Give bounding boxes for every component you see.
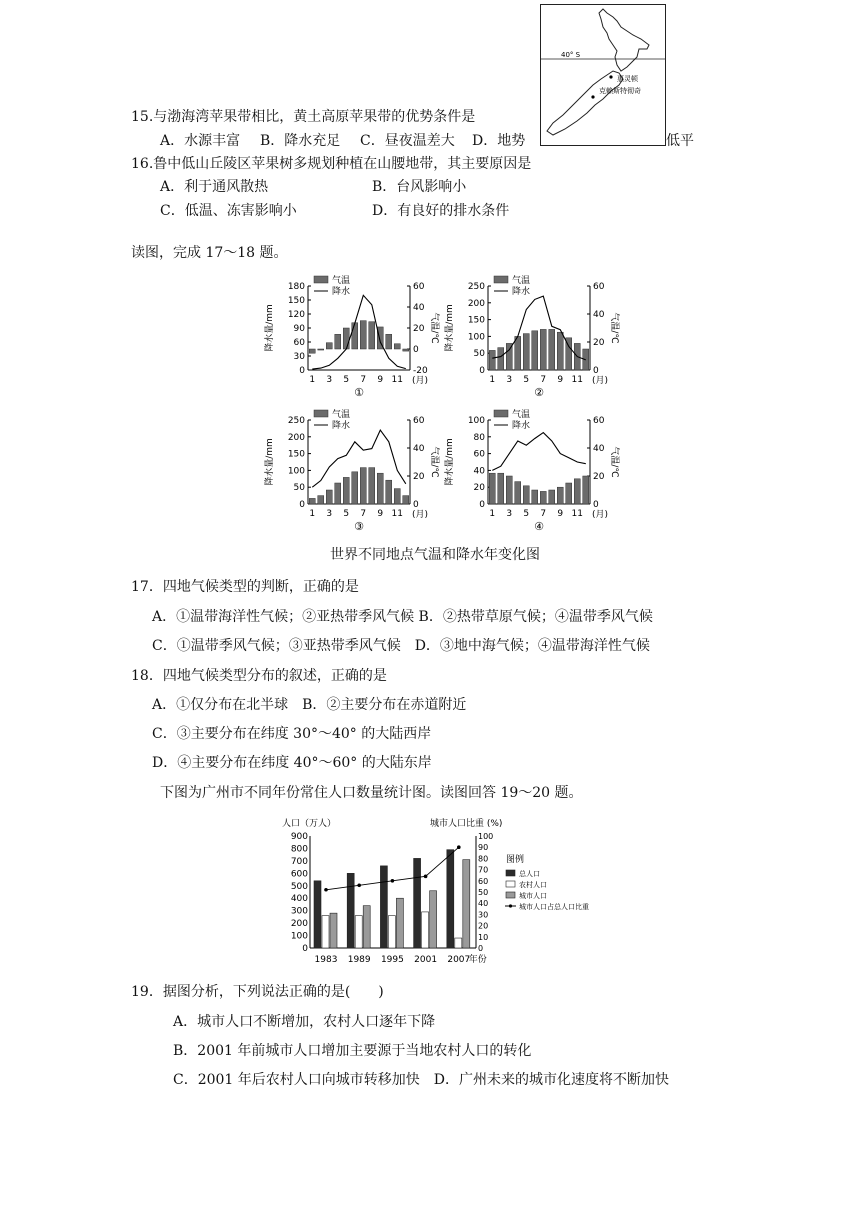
pop-left-tick-label: 500 [290,881,308,892]
left-axis-title: 降水量/mm [445,438,455,486]
q15-stem: 15.与渤海湾苹果带相比，黄土高原苹果带的优势条件是 [131,109,476,125]
x-tick-label: 11 [391,509,403,519]
temperature-bar [403,496,409,504]
x-tick-label: 5 [523,375,530,385]
temperature-bar [574,479,580,504]
pop-bar-total [347,873,354,948]
precipitation-line [312,295,406,369]
x-tick-label: 3 [326,509,333,519]
pop-ratio-point [457,845,461,849]
temperature-bar [532,490,538,504]
pop-ratio-line [326,847,459,890]
temperature-bar [498,348,504,370]
q16-option-b: B．台风影响小 [372,179,467,195]
intro-19-20: 下图为广州市不同年份常住人口数量统计图。读图回答 19～20 题。 [160,785,583,801]
right-tick-label: 40 [593,444,605,454]
right-tick-label: 60 [413,282,425,292]
right-tick-label: 20 [593,472,605,482]
pop-right-tick-label: 0 [478,944,484,953]
new-zealand-map [540,4,666,146]
pop-bar-rural [322,916,329,948]
q18-row1: A．①仅分布在北半球 B．②主要分布在赤道附近 [152,697,467,713]
x-tick-label: 1 [489,509,496,519]
pop-ratio-point [424,875,428,879]
legend-precip-label: 降水 [512,287,531,297]
pop-right-tick-label: 70 [478,865,489,875]
temperature-bar [309,498,315,504]
right-tick-label: 40 [413,303,425,313]
q18-row3: D．④主要分布在纬度 40°～60° 的大陆东岸 [152,755,432,771]
left-tick-label: 150 [467,315,485,326]
pop-legend-swatch [506,870,515,876]
temperature-bar [369,468,375,504]
temperature-bar [335,483,341,504]
pop-legend-label: 城市人口占总人口比重 [519,903,589,911]
temperature-bar [506,476,512,504]
temperature-bar [566,483,572,504]
temperature-bar [377,473,383,504]
q15-option-c: C．昼夜温差大 [360,133,455,149]
x-tick-label: 7 [540,509,547,519]
temperature-bar [318,349,324,350]
temperature-bar [489,350,495,370]
christchurch-dot [591,95,594,98]
temperature-bar [360,321,366,349]
pop-bar-rural [455,938,462,948]
pop-right-tick-label: 60 [478,876,489,886]
x-tick-label: 1 [489,375,496,385]
legend-temperature-swatch [314,276,328,283]
q16-option-a: A．利于通风散热 [160,179,269,195]
right-axis-title: 气温/℃ [429,446,439,478]
climate-chart-1 [263,274,441,399]
x-tick-label: 9 [557,509,564,519]
chart-label: ② [534,386,544,399]
right-axis-title: 气温/℃ [609,312,619,344]
x-tick-label: 1 [309,509,316,519]
temperature-bar [583,476,589,504]
x-tick-label: 11 [571,509,583,519]
pop-legend-swatch [506,892,515,898]
left-tick-label: 180 [287,282,305,292]
x-unit: (月) [592,510,609,520]
legend-temperature-swatch [314,410,328,417]
temperature-bar [540,491,546,504]
pop-left-tick-label: 200 [290,919,308,930]
temperature-bar [557,332,563,370]
chart-label: ④ [534,520,544,533]
left-axis-title: 降水量/mm [265,438,275,486]
left-tick-label: 50 [473,349,485,360]
right-tick-label: 0 [593,500,599,510]
pop-bar-urban [396,898,403,948]
left-tick-label: 100 [467,332,485,343]
chart-label: ① [354,386,364,399]
precipitation-line [492,433,586,471]
temperature-bar [403,349,409,351]
x-unit: (月) [592,376,609,386]
pop-legend-swatch [506,881,515,887]
climate-charts [260,272,620,540]
temperature-bar [352,472,358,504]
left-tick-label: 40 [473,466,485,477]
pop-right-tick-label: 10 [478,932,489,942]
temperature-bar [394,344,400,349]
left-tick-label: 200 [287,432,305,443]
pop-bar-rural [388,916,395,948]
pop-bar-total [447,850,454,948]
pop-bar-rural [355,916,362,948]
q15-option-b: B．降水充足 [260,133,341,149]
pop-left-tick-label: 0 [302,944,308,954]
pop-right-axis-title: 城市人口比重 (%) [430,819,503,829]
x-tick-label: 11 [391,375,403,385]
q17-row1: A．①温带海洋性气候；②亚热带季风气候 B．②热带草原气候；④温带季风气候 [152,609,653,625]
left-tick-label: 150 [287,449,305,460]
right-tick-label: 40 [593,310,605,320]
pop-right-tick-label: 100 [478,832,494,841]
left-tick-label: 0 [299,366,305,376]
legend-temperature-label: 气温 [512,276,531,286]
pop-right-tick-label: 20 [478,921,489,931]
temperature-bar [549,490,555,504]
right-tick-label: 0 [413,345,419,355]
pop-right-tick-label: 30 [478,910,489,920]
left-tick-label: 200 [467,298,485,309]
temperature-bar [489,473,495,504]
temperature-bar [386,480,392,504]
climate-chart-2 [443,274,620,399]
legend-temperature-label: 气温 [512,410,531,420]
right-tick-label: 20 [413,324,425,334]
pop-x-unit: 年份 [468,955,487,965]
x-unit: (月) [412,510,429,520]
q17-stem: 17．四地气候类型的判断，正确的是 [131,579,359,595]
x-tick-label: 1 [309,375,316,385]
q18-row2: C．③主要分布在纬度 30°～40° 的大陆西岸 [152,726,432,742]
left-tick-label: 60 [473,449,485,460]
christchurch-label: 克赖斯特彻奇 [599,87,641,95]
left-tick-label: 250 [467,282,485,292]
q16-option-c: C．低温、冻害影响小 [160,203,297,219]
x-tick-label: 5 [523,509,530,519]
pop-bar-total [414,858,421,948]
wellington-dot [609,75,612,78]
x-tick-label: 7 [360,509,367,519]
right-tick-label: 20 [413,472,425,482]
left-tick-label: 20 [473,483,485,494]
right-tick-label: 60 [593,416,605,426]
x-tick-label: 3 [326,375,333,385]
temperature-bar [369,322,375,349]
pop-x-tick-label: 1995 [380,955,404,965]
x-tick-label: 11 [571,375,583,385]
right-tick-label: 60 [593,282,605,292]
legend-precip-label: 降水 [332,421,351,431]
climate-chart-4 [443,408,620,533]
temperature-bar [326,490,332,504]
q18-stem: 18．四地气候类型分布的叙述，正确的是 [131,668,387,684]
legend-temperature-label: 气温 [332,276,351,286]
left-tick-label: 150 [287,296,305,306]
left-tick-label: 50 [293,483,305,494]
pop-right-tick-label: 50 [478,888,489,897]
x-tick-label: 9 [377,509,384,519]
temperature-bar [515,482,521,504]
pop-ratio-point [391,879,395,883]
legend-temperature-label: 气温 [332,410,351,420]
q19-option-b: B．2001 年前城市人口增加主要源于当地农村人口的转化 [173,1043,532,1059]
temperature-bar [540,329,546,370]
x-tick-label: 5 [343,375,350,385]
pop-left-axis-title: 人口（万人） [282,819,337,829]
x-tick-label: 3 [506,509,513,519]
pop-x-tick-label: 1989 [347,955,371,965]
legend-temperature-swatch [494,410,508,417]
pop-legend-label: 城市人口 [519,892,547,900]
left-tick-label: 30 [293,352,305,362]
temperature-bar [326,343,332,349]
pop-bar-total [314,881,321,948]
right-axis-title: 气温/℃ [609,446,619,478]
q15-option-a: A．水源丰富 [160,133,241,149]
temperature-bar [557,487,563,504]
left-tick-label: 100 [467,416,485,426]
left-axis-title: 降水量/mm [445,304,455,352]
left-tick-label: 100 [287,466,305,477]
pop-right-tick-label: 90 [478,843,489,853]
temperature-bar [523,486,529,504]
temperature-bar [343,477,349,504]
pop-left-tick-label: 400 [290,894,308,905]
population-chart [280,812,620,972]
pop-left-tick-label: 700 [290,856,308,867]
right-tick-label: 0 [593,366,599,376]
temperature-bar [523,334,529,370]
temperature-bar [394,489,400,504]
left-tick-label: 250 [287,416,305,426]
pop-x-tick-label: 2001 [414,955,438,965]
legend-precip-label: 降水 [332,287,351,297]
left-tick-label: 90 [293,324,305,334]
pop-left-tick-label: 300 [290,906,308,917]
left-tick-label: 0 [479,500,485,510]
temperature-bar [515,336,521,370]
x-tick-label: 7 [540,375,547,385]
north-island-shape [599,9,649,71]
temperature-bar [386,334,392,349]
temperature-bar [549,329,555,370]
left-tick-label: 120 [287,310,305,320]
pop-x-tick-label: 1983 [314,955,338,965]
pop-legend-title: 图例 [506,855,525,865]
pop-x-tick-label: 2007 [447,955,471,965]
right-tick-label: 40 [413,444,425,454]
q19-stem: 19．据图分析，下列说法正确的是( ) [131,984,384,1000]
x-tick-label: 9 [557,375,564,385]
south-island-shape [547,71,623,135]
pop-left-tick-label: 900 [290,832,308,842]
left-tick-label: 0 [479,366,485,376]
q15-option-d: D．地势 [472,133,526,149]
right-tick-label: -20 [413,366,428,376]
right-tick-label: 20 [593,338,605,348]
intro-17-18: 读图，完成 17～18 题。 [131,245,288,261]
x-tick-label: 5 [343,509,350,519]
climate-chart-3 [263,408,441,533]
pop-left-tick-label: 800 [290,844,308,855]
precipitation-line [312,430,406,487]
right-tick-label: 60 [413,416,425,426]
right-tick-label: 0 [413,500,419,510]
pop-bar-urban [363,906,370,948]
climate-caption: 世界不同地点气温和降水年变化图 [330,547,540,563]
pop-bar-urban [430,891,437,948]
pop-left-tick-label: 600 [290,869,308,880]
legend-temperature-swatch [494,276,508,283]
x-tick-label: 7 [360,375,367,385]
left-tick-label: 80 [473,432,485,443]
chart-label: ③ [354,520,364,533]
x-tick-label: 3 [506,375,513,385]
x-unit: (月) [412,376,429,386]
wellington-label: 惠灵顿 [617,75,638,83]
pop-left-tick-label: 100 [290,931,308,942]
temperature-bar [343,328,349,349]
pop-bar-urban [463,860,470,948]
latitude-label: 40° S [561,51,581,59]
temperature-bar [498,473,504,504]
pop-right-tick-label: 80 [478,854,489,864]
q19-option-a: A．城市人口不断增加，农村人口逐年下降 [173,1014,436,1030]
temperature-bar [352,323,358,349]
q19-option-c: C．2001 年后农村人口向城市转移加快 D．广州未来的城市化速度将不断加快 [173,1072,670,1088]
pop-legend-label: 总人口 [519,870,540,878]
q17-row2: C．①温带季风气候；③亚热带季风气候 D．③地中海气候；④温带海洋性气候 [152,638,650,654]
temperature-bar [318,496,324,504]
left-tick-label: 60 [293,338,305,348]
pop-ratio-point [357,883,361,887]
pop-right-tick-label: 40 [478,899,489,909]
left-tick-label: 0 [299,500,305,510]
pop-bar-total [380,866,387,948]
legend-precip-label: 降水 [512,421,531,431]
q16-option-d: D．有良好的排水条件 [372,203,510,219]
temperature-bar [309,349,315,353]
pop-legend-label: 农村人口 [519,881,547,889]
q15-option-d-tail: 低平 [666,133,694,149]
temperature-bar [532,331,538,370]
left-axis-title: 降水量/mm [265,304,275,352]
temperature-bar [335,334,341,349]
pop-bar-rural [422,912,429,948]
pop-ratio-point [324,888,328,892]
pop-bar-urban [330,913,337,948]
pop-legend-dot [509,904,512,907]
x-tick-label: 9 [377,375,384,385]
q16-stem: 16.鲁中低山丘陵区苹果树多规划种植在山腰地带，其主要原因是 [131,156,532,172]
right-axis-title: 气温/℃ [429,312,439,344]
temperature-bar [360,468,366,504]
